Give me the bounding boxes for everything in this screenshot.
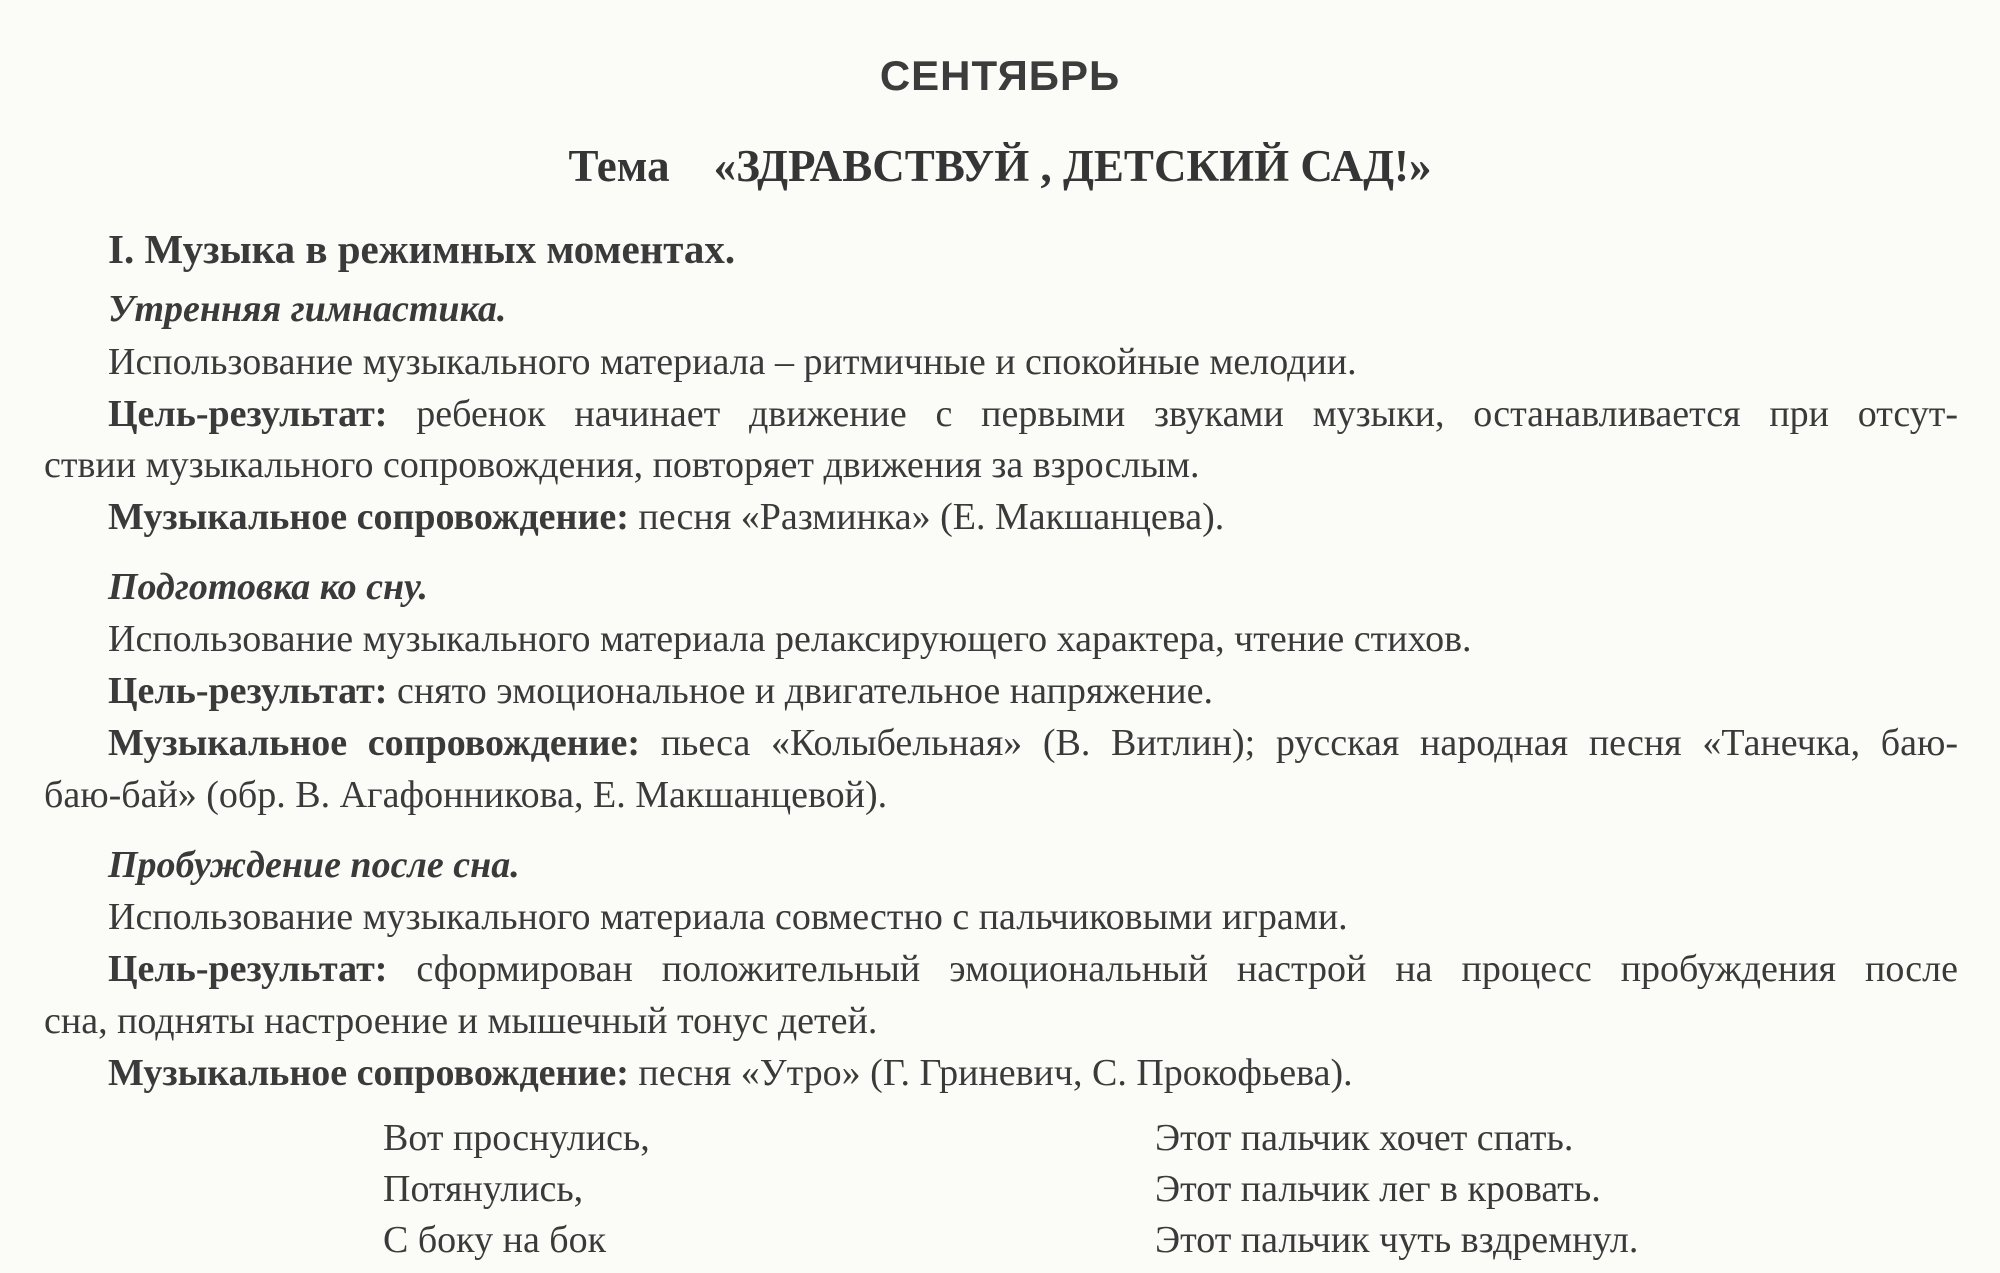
goal-text-continued: ствии музыкального сопровождения, повторяет движения за взрослым. — [44, 444, 1200, 486]
music-label: Музыкальное сопровождение: — [108, 722, 641, 764]
music-label: Музыкальное сопровождение: — [108, 1052, 629, 1094]
poem-left-column — [383, 1113, 650, 1266]
poem-right-column — [1155, 1113, 1638, 1266]
goal-label: Цель-результат: — [108, 948, 388, 990]
music-text: пьеса «Колыбельная» (В. Витлин); русская народная песня «Танечка, баю- — [640, 722, 1958, 764]
theme-heading — [0, 140, 2000, 192]
poem-line: Этот пальчик лег в кровать. — [1155, 1168, 1601, 1210]
poem-line: С боку на бок — [383, 1219, 607, 1261]
goal-text: сформирован положительный эмоциональный настрой на процесс пробуждения после — [387, 948, 1958, 990]
usage-text: Использование музыкального материала совместно с пальчиковыми играми. — [108, 896, 1348, 938]
goal-line — [108, 667, 1213, 715]
theme-label: Тема — [568, 141, 670, 191]
goal-label: Цель-результат: — [108, 393, 388, 435]
music-line — [108, 1049, 1353, 1097]
poem-line: Потянулись, — [383, 1168, 584, 1210]
music-text: песня «Разминка» (Е. Макшанцева). — [628, 496, 1225, 538]
section-heading: I. Музыка в режимных моментах. — [108, 226, 736, 272]
music-text: песня «Утро» (Г. Гриневич, С. Прокофьева). — [628, 1052, 1353, 1094]
goal-text: снято эмоциональное и двигательное напряжение. — [387, 670, 1213, 712]
music-line — [108, 493, 1224, 541]
month-heading: СЕНТЯБРЬ — [879, 52, 1121, 99]
block-title: Утренняя гимнастика. — [108, 288, 507, 330]
block-title: Пробуждение после сна. — [108, 844, 520, 886]
theme-title: «ЗДРАВСТВУЙ , ДЕТСКИЙ САД!» — [713, 141, 1432, 191]
goal-text-continued: сна, подняты настроение и мышечный тонус детей. — [44, 1000, 878, 1042]
goal-text: ребенок начинает движение с первыми звуками музыки, останавливается при отсут- — [387, 393, 1958, 435]
poem-line: Вот проснулись, — [383, 1117, 650, 1159]
goal-line — [108, 945, 1958, 993]
music-text-continued: баю-бай» (обр. В. Агафонникова, Е. Макшанцевой). — [44, 774, 888, 816]
usage-text: Использование музыкального материала релаксирующего характера, чтение стихов. — [108, 618, 1472, 660]
music-line — [108, 719, 1958, 767]
goal-line — [108, 390, 1958, 438]
block-title: Подготовка ко сну. — [108, 566, 429, 608]
music-label: Музыкальное сопровождение: — [108, 496, 629, 538]
goal-label: Цель-результат: — [108, 670, 388, 712]
usage-text: Использование музыкального материала – ритмичные и спокойные мелодии. — [108, 341, 1357, 383]
poem-line: Этот пальчик хочет спать. — [1155, 1117, 1574, 1159]
poem-line: Этот пальчик чуть вздремнул. — [1155, 1219, 1639, 1261]
